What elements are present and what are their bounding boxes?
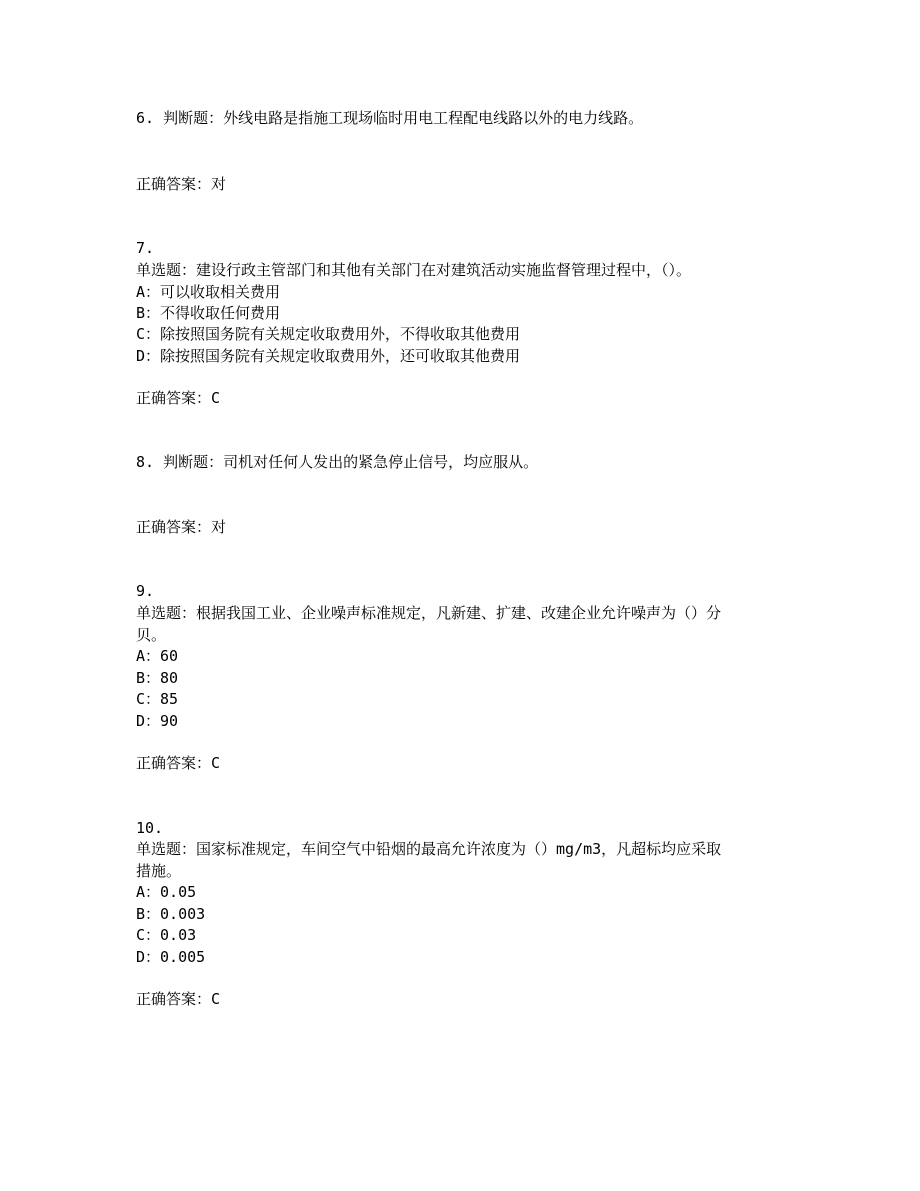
question-9-stem-line-2: 贝。 bbox=[136, 626, 167, 644]
question-6-answer: 正确答案：对 bbox=[136, 175, 227, 193]
question-9-option-a: A：60 bbox=[136, 647, 179, 665]
question-6-text: 6. 判断题：外线电路是指施工现场临时用电工程配电线路以外的电力线路。 bbox=[136, 109, 644, 127]
question-10-option-d: D：0.005 bbox=[136, 948, 206, 966]
question-9-answer: 正确答案：C bbox=[136, 754, 221, 772]
question-9-option-c: C：85 bbox=[136, 690, 179, 708]
question-9-option-b: B：80 bbox=[136, 669, 179, 687]
question-7-number: 7. bbox=[136, 239, 155, 257]
question-7-answer: 正确答案：C bbox=[136, 389, 221, 407]
question-7-option-d: D：除按照国务院有关规定收取费用外，还可收取其他费用 bbox=[136, 347, 521, 365]
question-10-option-b: B：0.003 bbox=[136, 905, 206, 923]
question-10-stem-line-1: 单选题：国家标准规定，车间空气中铅烟的最高允许浓度为（）mg/m3，凡超标均应采取 bbox=[136, 840, 722, 858]
question-9-option-d: D：90 bbox=[136, 712, 179, 730]
question-7-option-a: A：可以收取相关费用 bbox=[136, 283, 281, 301]
question-8-text: 8. 判断题：司机对任何人发出的紧急停止信号，均应服从。 bbox=[136, 453, 539, 471]
question-7-option-c: C：除按照国务院有关规定收取费用外，不得收取其他费用 bbox=[136, 325, 521, 343]
question-10-number: 10. bbox=[136, 819, 164, 837]
question-10-stem-line-2: 措施。 bbox=[136, 862, 182, 880]
question-10-option-c: C：0.03 bbox=[136, 926, 197, 944]
question-8-answer: 正确答案：对 bbox=[136, 518, 227, 536]
question-7-stem: 单选题：建设行政主管部门和其他有关部门在对建筑活动实施监督管理过程中，（）。 bbox=[136, 261, 692, 279]
question-10-answer: 正确答案：C bbox=[136, 990, 221, 1008]
question-9-stem-line-1: 单选题：根据我国工业、企业噪声标准规定，凡新建、扩建、改建企业允许噪声为（）分 bbox=[136, 604, 722, 622]
question-7-option-b: B：不得收取任何费用 bbox=[136, 304, 281, 322]
question-9-number: 9. bbox=[136, 582, 155, 600]
question-10-option-a: A：0.05 bbox=[136, 883, 197, 901]
